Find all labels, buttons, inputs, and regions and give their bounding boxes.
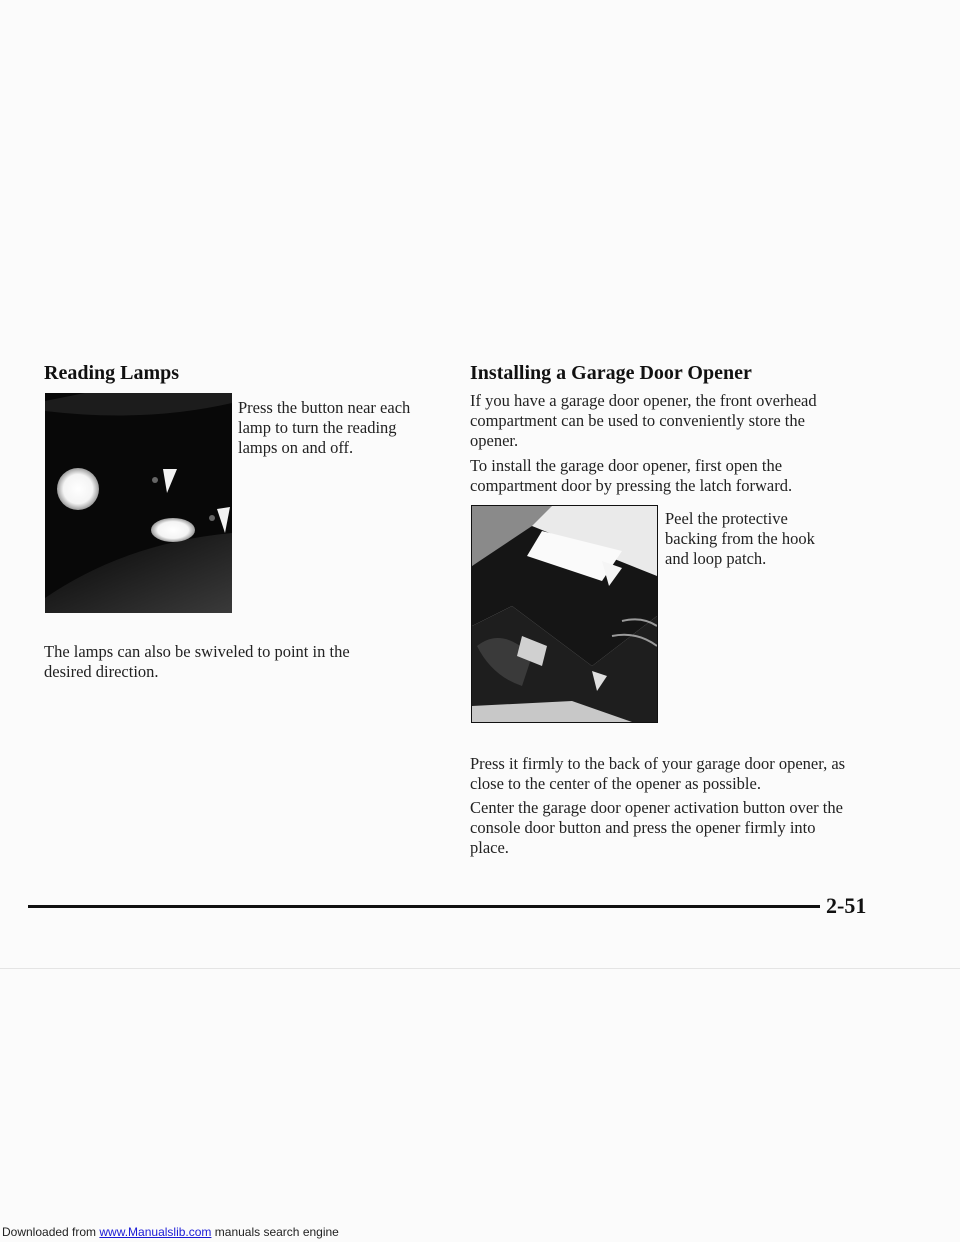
reading-lamps-body: The lamps can also be swiveled to point in the desired direction. [44,642,350,681]
garage-opener-photo-caption: Peel the protective backing from the hook and loop patch. [665,509,815,568]
reading-lamps-heading: Reading Lamps [44,362,180,384]
footer-prefix: Downloaded from [2,1225,100,1239]
garage-press-paragraph: Press it firmly to the back of your garage door opener, as close to the center of the opener as possible. [470,754,846,793]
garage-opener-photo [471,505,658,723]
garage-door-opener-heading: Installing a Garage Door Opener [470,362,752,384]
garage-install-paragraph: To install the garage door opener, first open the compartment door by pressing the latch forward. [470,456,793,495]
lamp-button-right [209,515,215,521]
scan-divider [0,968,960,969]
download-footer [2,1225,339,1239]
lamp-button-left [152,477,158,483]
garage-opener-illustration [472,506,657,722]
garage-center-paragraph: Center the garage door opener activation button over the console door button and press the opener firmly into place. [470,798,843,857]
reading-lamps-illustration [45,393,232,613]
page-rule [28,905,820,908]
reading-lamps-photo-caption: Press the button near each lamp to turn the reading lamps on and off. [238,398,411,457]
reading-lamp-right [151,518,195,542]
manualslib-link[interactable]: www.Manualslib.com [99,1225,212,1239]
reading-lamp-left [57,468,99,510]
reading-lamps-photo [45,393,232,613]
footer-suffix: manuals search engine [211,1225,339,1239]
page-number: 2-51 [826,893,867,918]
garage-intro-paragraph: If you have a garage door opener, the front overhead compartment can be used to conveniently store the opener. [470,391,817,450]
